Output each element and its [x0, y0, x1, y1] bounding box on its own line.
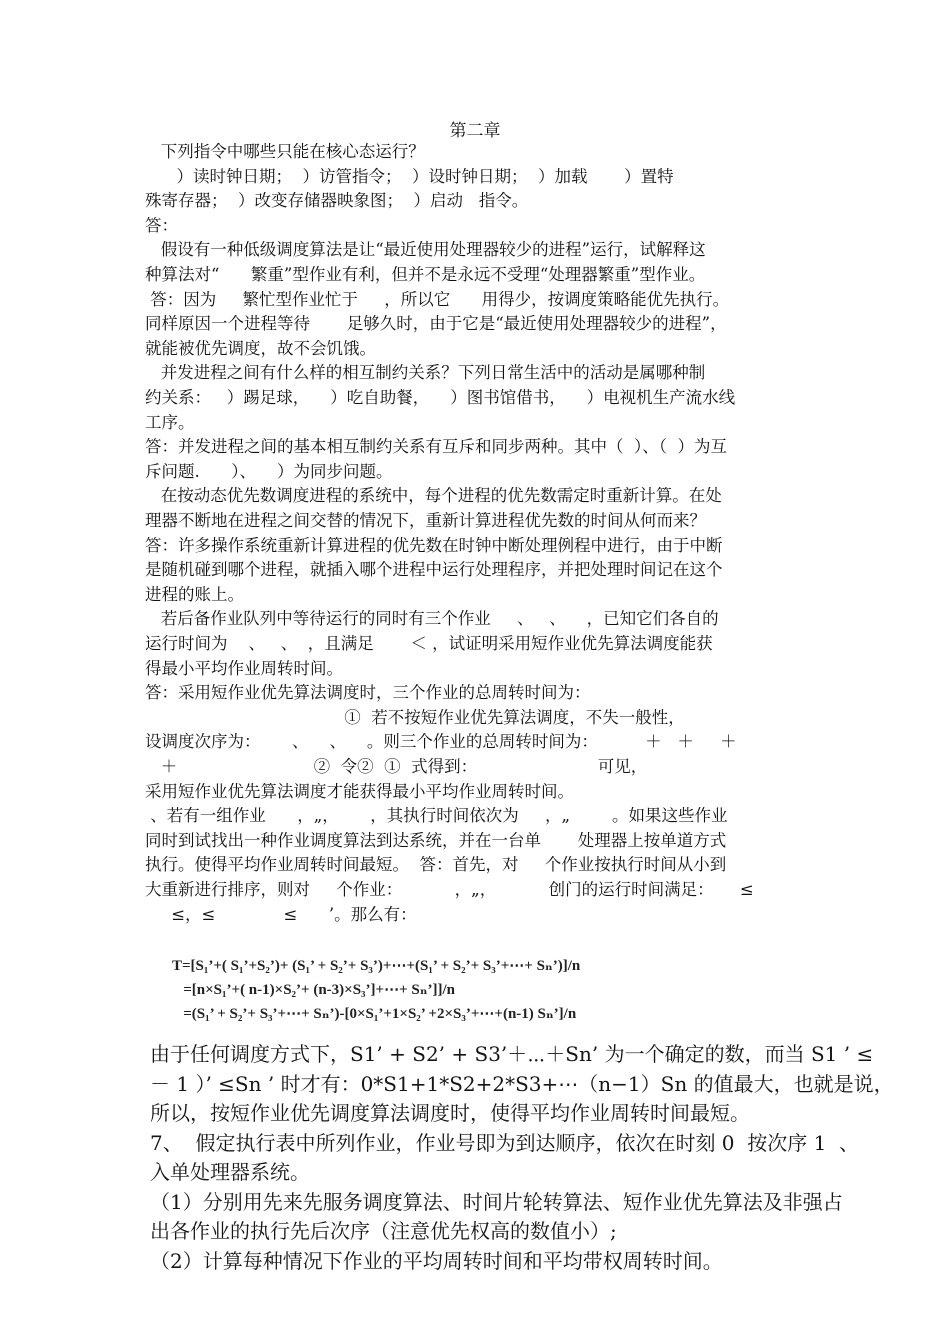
text-line: 同时到试找出一种作业调度算法到达系统，并在一台单 处理器上按单道方式: [145, 830, 727, 850]
text-line: 并发进程之间有什么样的相互制约关系？下列日常生活中的活动是属哪种制: [145, 363, 706, 383]
text-line: 得最小平均作业周转时间。: [145, 658, 343, 678]
text-line: 、若有一组作业 ，„， ，其执行时间依次为 ，„ 。如果这些作业: [145, 806, 728, 826]
text-line-large: 入单处理器系统。: [150, 1160, 310, 1184]
text-line-large: 出各作业的执行先后次序（注意优先权高的数值小）;: [150, 1219, 617, 1243]
chapter-title: 第二章: [449, 121, 501, 141]
text-line: 理器不断地在进程之间交替的情况下，重新计算进程优先数的时间从何而来？: [145, 511, 706, 530]
text-line: 工序。: [145, 412, 195, 432]
text-line: 同样原因一个进程等待 足够久时，由于它是“最近使用处理器较少的进程”，: [145, 314, 727, 334]
text-line: ＋ ② 令② ① 式得到： 可见，: [145, 757, 648, 776]
text-line: ≤，≤ ≤ ’。那么有：: [145, 904, 417, 924]
text-line-large: （1）分别用先来先服务调度算法、时间片轮转算法、短作业优先算法及非强占: [150, 1189, 843, 1214]
text-line-large: 7、 假定执行表中所列作业，作业号即为到达顺序，依次在时刻 0 按次序 1 、: [150, 1130, 860, 1155]
text-line: 就能被优先调度，故不会饥饿。: [145, 338, 376, 358]
text-line: 在按动态优先数调度进程的系统中，每个进程的优先数需定时重新计算。在处: [145, 486, 722, 506]
text-line: 是随机碰到哪个进程，就插入哪个进程中运行处理程序，并把处理时间记在这个: [145, 560, 723, 580]
text-line: 执行。使得平均作业周转时间最短。 答：首先，对 个作业按执行时间从小到: [145, 855, 727, 875]
text-line: 进程的账上。: [145, 584, 244, 604]
text-line: 设调度次序为： 、 、 。则三个作业的总周转时间为： ＋ ＋ ＋: [145, 732, 737, 752]
text-line-large: 所以，按短作业优先调度算法调度时，使得平均作业周转时间最短。: [150, 1101, 750, 1125]
text-line-large: 由于任何调度方式下，S1’ + S2’ + S3’＋⋯＋Sn’ 为一个确定的数，而当 S1 ’ ≤: [150, 1042, 874, 1066]
text-line: 殊寄存器； ）改变存储器映象图； ）启动 指令。: [145, 191, 529, 211]
text-line: 约关系： ）踢足球， ）吃自助餐， ）图书馆借书， ）电视机生产流水线: [145, 388, 736, 407]
text-line-large: － 1 ）’ ≤Sn ’ 时才有：0*S1+1*S2+2*S3+⋯（n−1）Sn 的值最大，也就是说，: [150, 1071, 894, 1096]
text-line: 假设有一种低级调度算法是让“最近使用处理器较少的进程”运行，试解释这: [145, 240, 706, 260]
formula-line: =(S₁’ + S₂’+ S₃’+⋯+ Sₙ’)-[0×S₁’+1×S₂’ +2×S₃’+⋯+(n-1) Sₙ’]/n: [172, 1006, 577, 1022]
text-line: 答：因为 繁忙型作业忙于 ，所以它 用得少，按调度策略能优先执行。: [145, 289, 730, 309]
text-line: ）读时钟日期； ）访管指令； ）设时钟日期； ）加载 ）置特: [145, 166, 674, 186]
text-line: 运行时间为 、 、 ，且满足 ＜ ，试证明采用短作业优先算法调度能获: [145, 634, 713, 653]
formula-line: =[n×S₁’+( n-1)×S₂’+ (n-3)×S₃’]+⋯+ Sₙ’]]/n: [172, 982, 455, 998]
text-line: 答：: [145, 215, 178, 235]
text-line: 斥问题. ）、 ）为同步问题。: [145, 461, 393, 481]
text-line: 答：并发进程之间的基本相互制约关系有互斥和同步两种。其中（ ）、（ ）为互: [145, 437, 727, 457]
text-line-large: （2）计算每种情况下作业的平均周转时间和平均带权周转时间。: [150, 1248, 723, 1273]
text-line: 下列指令中哪些只能在核心态运行？: [145, 142, 425, 161]
text-line: 大重新进行排序，则对 个作业： ，„， 创门的运行时间满足： ≤: [145, 880, 754, 899]
text-line: 答：许多操作系统重新计算进程的优先数在时钟中断处理例程中进行，由于中断: [145, 535, 723, 555]
formula-line: T=[S₁’+( S₁’+S₂’)+ (S₁’ + S₂’+ S₃’)+⋯+(S₁’ + S₂’+ S₃’+⋯+ Sₙ’)]/n: [172, 958, 581, 974]
text-line: 种算法对“ 繁重”型作业有利，但并不是永远不受理“处理器繁重”型作业。: [145, 265, 706, 284]
text-line: ① 若不按短作业优先算法调度，不失一般性，: [145, 707, 685, 727]
text-line: 若后备作业队列中等待运行的同时有三个作业 、 、 ，已知它们各自的: [145, 609, 719, 629]
text-line: 采用短作业优先算法调度才能获得最小平均作业周转时间。: [145, 781, 574, 801]
text-line: 答：采用短作业优先算法调度时，三个作业的总周转时间为：: [145, 683, 591, 703]
